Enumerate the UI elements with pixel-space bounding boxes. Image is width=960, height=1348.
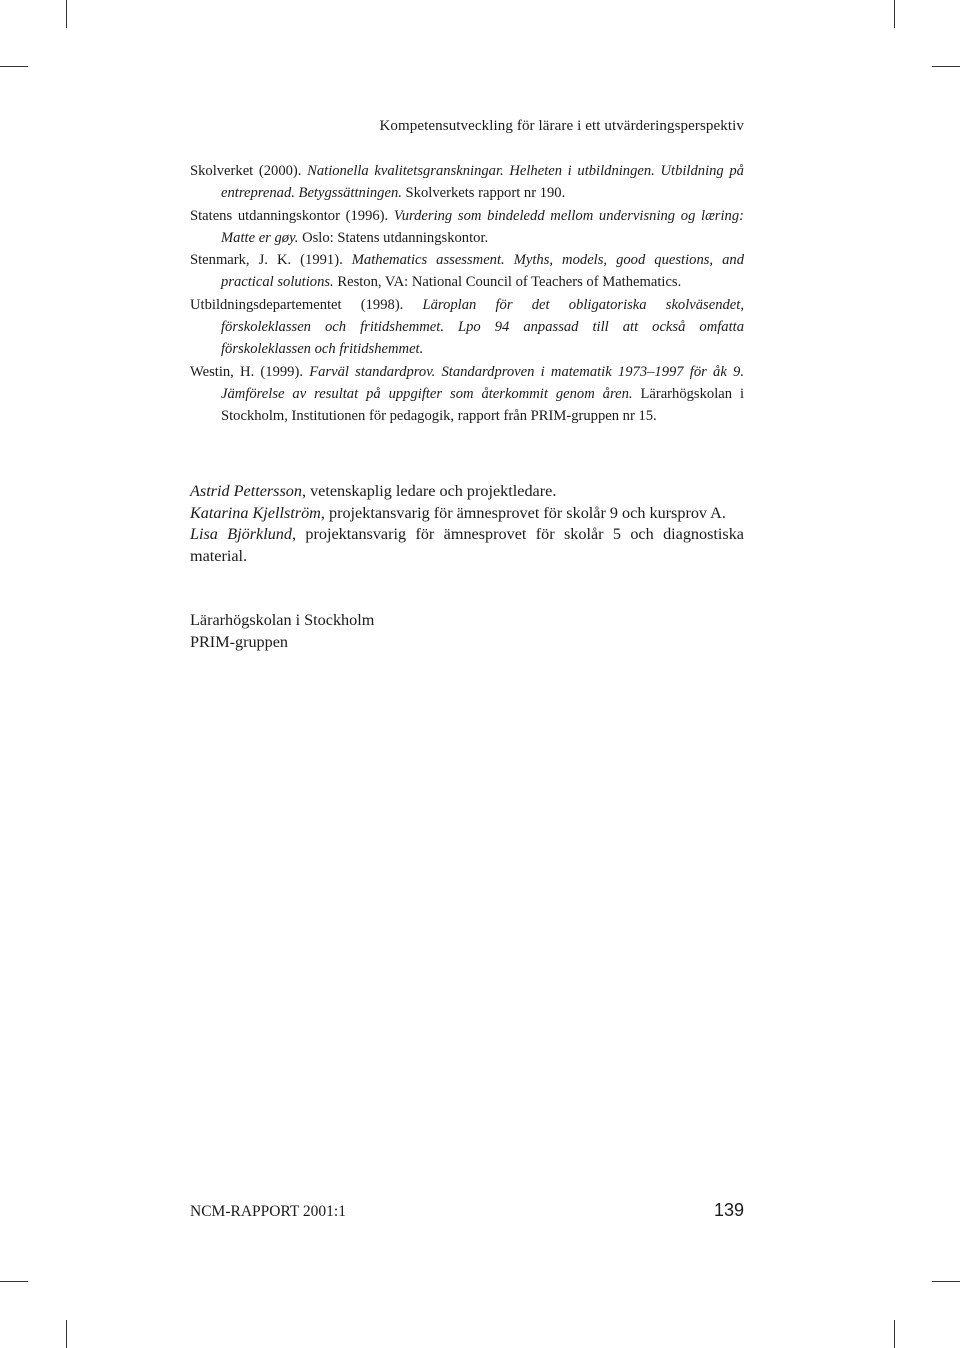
running-header: Kompetensutveckling för lärare i ett utvärderingsperspektiv bbox=[379, 118, 744, 134]
crop-mark-bottom-left-vertical bbox=[66, 1320, 67, 1348]
crop-mark-top-right-vertical bbox=[894, 0, 895, 28]
author-list bbox=[190, 481, 744, 567]
author-name: Katarina Kjellström bbox=[190, 503, 321, 522]
crop-mark-bottom-right-vertical bbox=[894, 1320, 895, 1348]
page-number: 139 bbox=[713, 1200, 744, 1220]
crop-mark-top-right-horizontal bbox=[932, 66, 960, 67]
author-entry: Astrid Pettersson, vetenskaplig ledare och projektledare. bbox=[190, 482, 557, 500]
footer-report-id: NCM-RAPPORT 2001:1 bbox=[190, 1203, 346, 1220]
crop-mark-top-left-vertical bbox=[66, 0, 67, 28]
group-name: PRIM-gruppen bbox=[190, 633, 289, 651]
reference-item: Stenmark, J. K. (1991). Mathematics assessment. Myths, models, good questions, and practical solutions. Reston, VA: National Council of Teachers of Mathematics. bbox=[190, 252, 744, 291]
author-name: Lisa Björklund bbox=[190, 525, 292, 543]
crop-mark-bottom-right-horizontal bbox=[932, 1281, 960, 1282]
reference-list bbox=[190, 160, 744, 428]
crop-mark-top-left-horizontal bbox=[0, 66, 28, 67]
author-name: Astrid Pettersson bbox=[190, 482, 302, 500]
reference-item: Skolverket (2000). Nationella kvalitetsgranskningar. Helheten i utbildningen. Utbildning på entreprenad. Betygssättningen. Skolverkets rapport nr 190. bbox=[190, 163, 744, 202]
institution-name: Lärarhögskolan i Stockholm bbox=[190, 611, 375, 629]
institution-block bbox=[190, 609, 744, 653]
author-entry: Katarina Kjellström, projektansvarig för ämnesprovet för skolår 9 och kursprov A. bbox=[190, 503, 726, 522]
reference-item: Statens utdanningskontor (1996). Vurdering som bindeledd mellom undervisning og læring: Matte er gøy. Oslo: Statens utdanningskontor. bbox=[190, 207, 744, 246]
author-entry: Lisa Björklund, projektansvarig för ämnesprovet för skolår 5 och diagnostiska material. bbox=[190, 525, 744, 565]
reference-item: Westin, H. (1999). Farväl standardprov. Standardproven i matematik 1973–1997 för åk 9. Jämförelse av resultat på uppgifter som återkommit genom åren. Lärarhögskolan i Stockholm, Institutionen för pedagogik, rapport från PRIM-gruppen nr 15. bbox=[190, 363, 745, 425]
crop-mark-bottom-left-horizontal bbox=[0, 1281, 28, 1282]
reference-item: Utbildningsdepartementet (1998). Läroplan för det obligatoriska skolväsendet, förskoleklassen och fritidshemmet. Lpo 94 anpassad till att också omfatta förskoleklassen och fritidshemmet. bbox=[190, 296, 744, 358]
